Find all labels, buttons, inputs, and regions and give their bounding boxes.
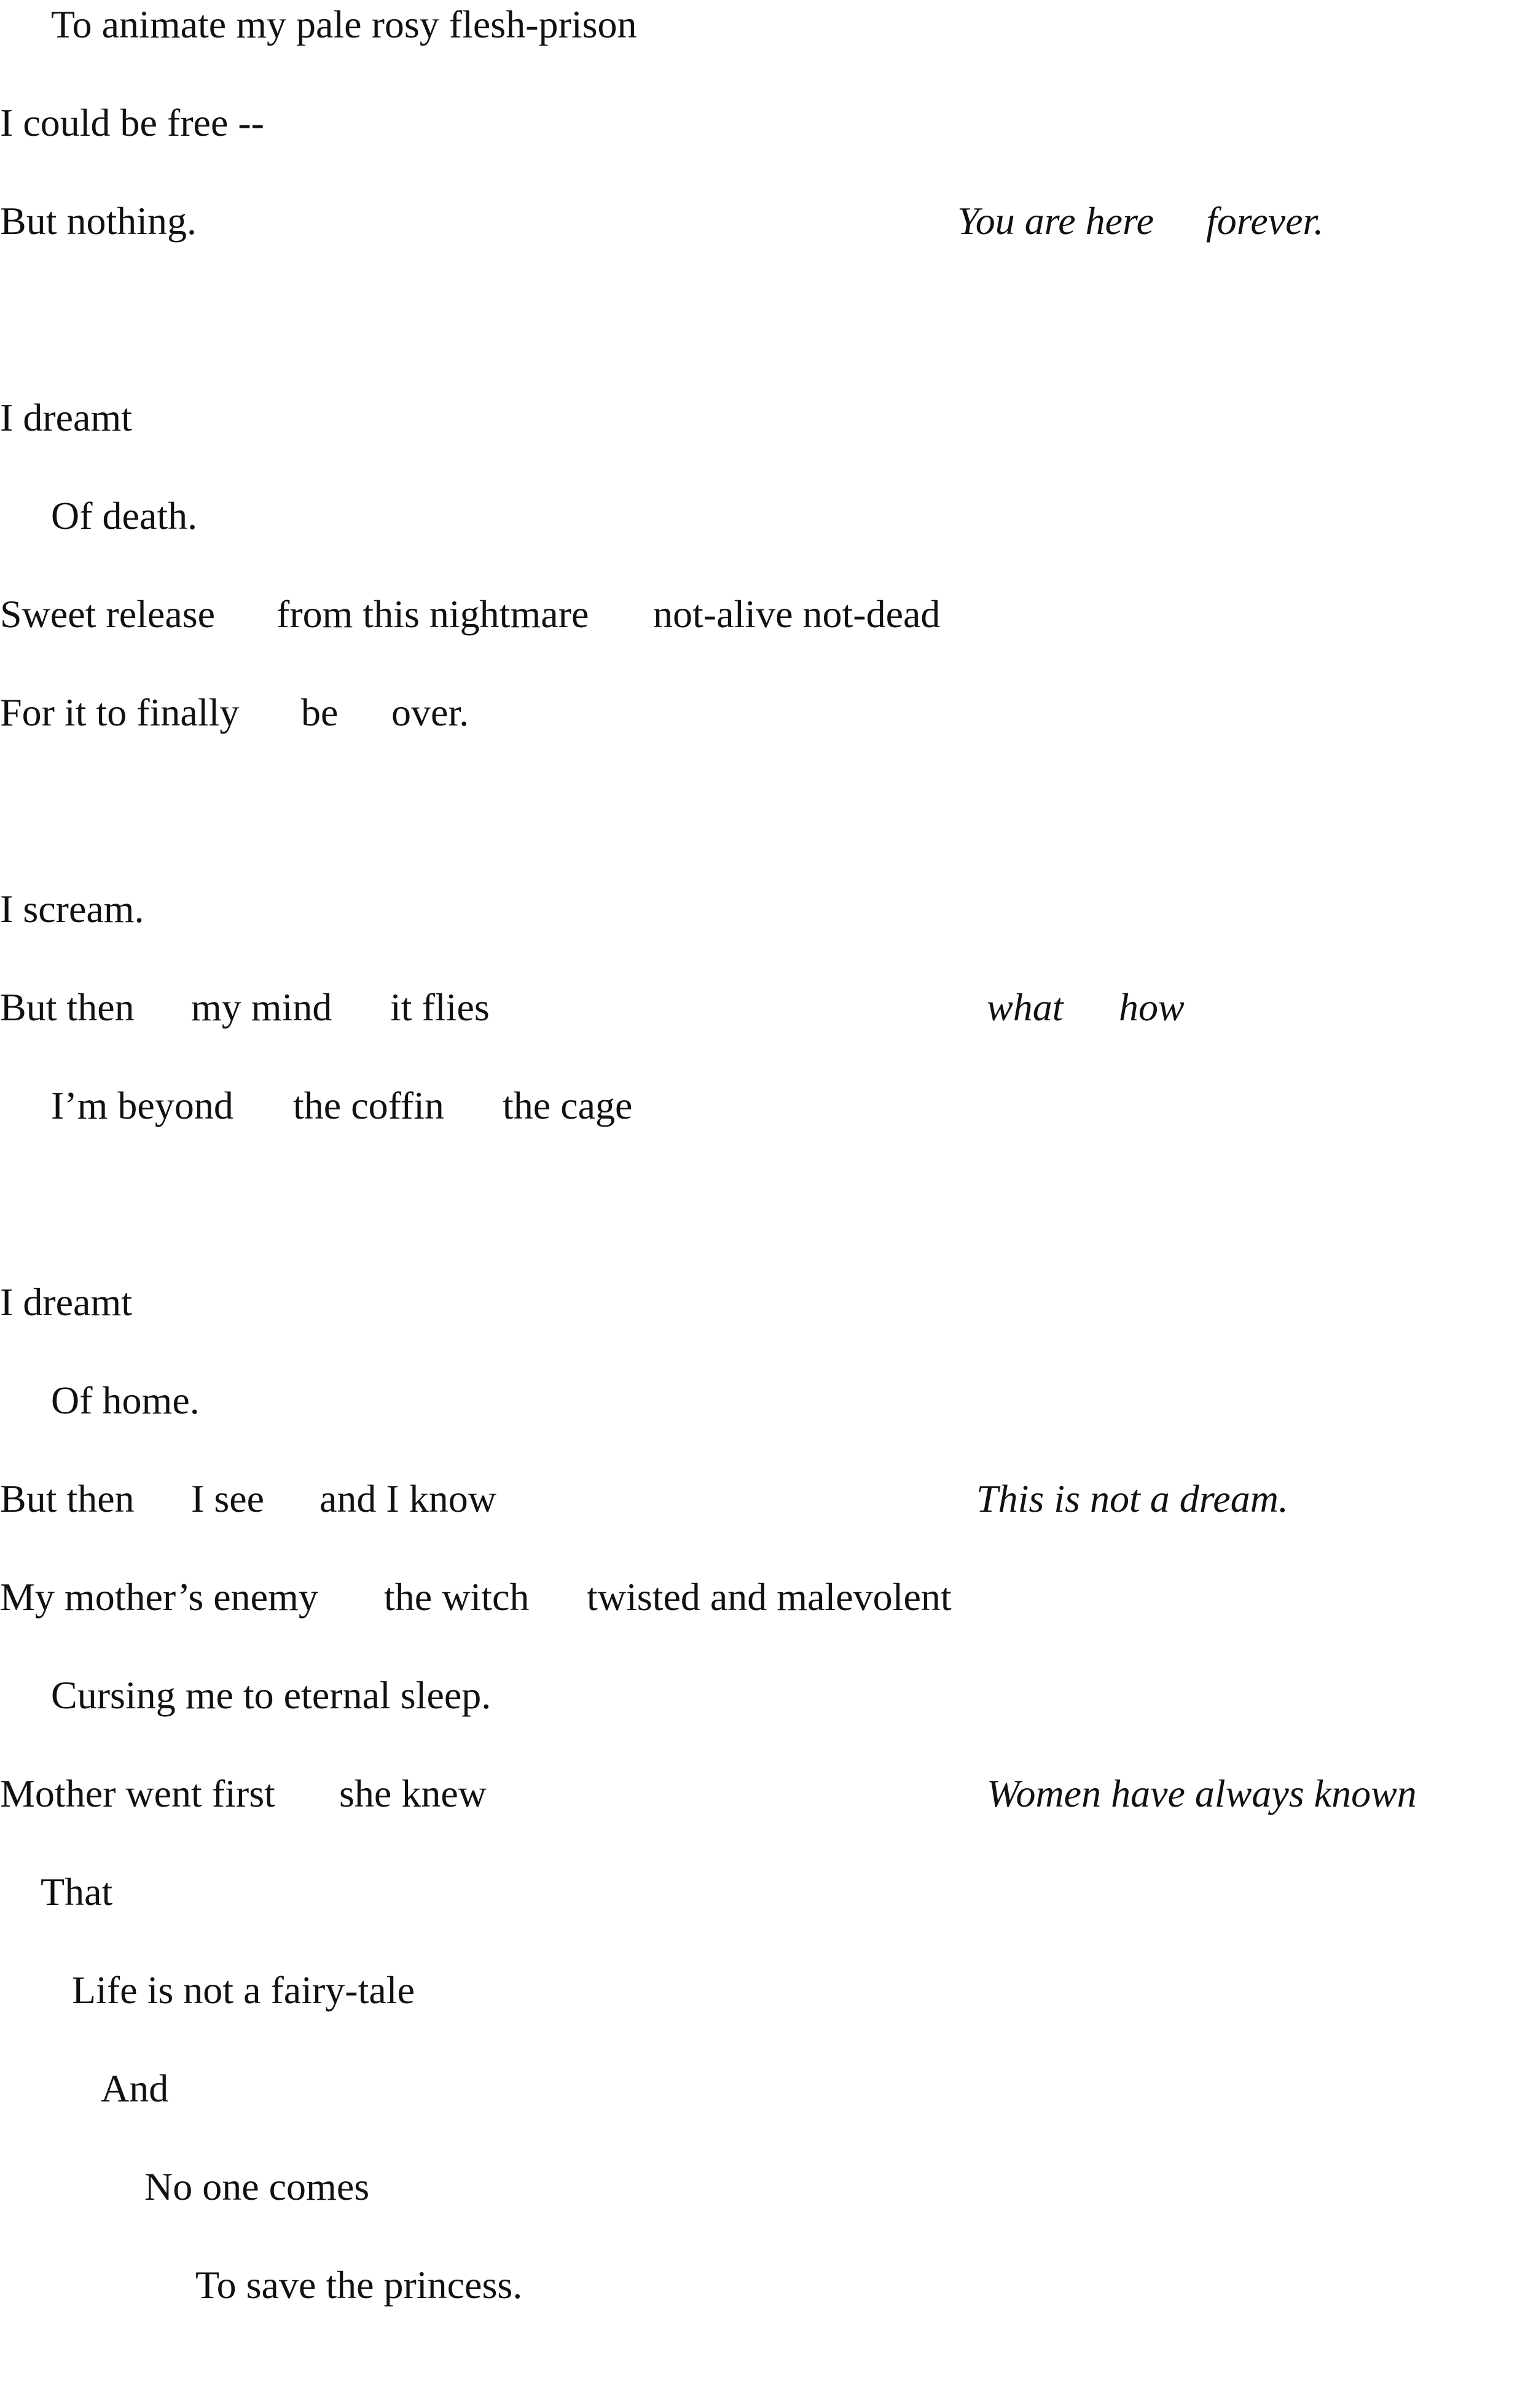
- poem-line: [0, 0, 1536, 49]
- poem-text: Life is not a fairy-tale: [72, 1968, 415, 2012]
- poem-line: [0, 1278, 1536, 1327]
- poem-text: it flies: [390, 985, 490, 1029]
- poem-italic-text: how: [1119, 985, 1185, 1029]
- poem-text: from this nightmare: [276, 592, 589, 636]
- poem-text: And: [101, 2066, 169, 2110]
- poem-italic-text: You are here: [957, 199, 1154, 243]
- poem-text: But then: [0, 985, 135, 1029]
- poem-text: Of death.: [51, 494, 198, 538]
- poem-line: [0, 1966, 1536, 2015]
- poem-text: Sweet release: [0, 592, 216, 636]
- poem-italic-text: This is not a dream.: [976, 1477, 1288, 1520]
- poem-line: [0, 197, 1536, 246]
- poem-line: [0, 1474, 1536, 1523]
- poem-line: [0, 393, 1536, 442]
- poem-line: [0, 2064, 1536, 2113]
- poem-line: [0, 2261, 1536, 2310]
- poem-text: To save the princess.: [195, 2263, 523, 2307]
- poem-text: over.: [391, 690, 469, 734]
- poem-text: That: [41, 1870, 113, 1914]
- poem-italic-text: what: [987, 985, 1064, 1029]
- poem-text: I’m beyond: [51, 1084, 233, 1127]
- poem-text: be: [301, 690, 339, 734]
- poem-line: [0, 1769, 1536, 1818]
- poem-text: Of home.: [51, 1378, 200, 1422]
- poem-text: she knew: [339, 1772, 487, 1815]
- poem-text: Mother went first: [0, 1772, 275, 1815]
- poem-text: the coffin: [293, 1084, 444, 1127]
- poem-text: But nothing.: [0, 199, 197, 243]
- poem-text: twisted and malevolent: [587, 1575, 952, 1619]
- poem-text: I see: [191, 1477, 265, 1520]
- poem-italic-text: Women have always known: [987, 1772, 1417, 1815]
- poem-text: But then: [0, 1477, 135, 1520]
- poem-text: No one comes: [144, 2165, 370, 2208]
- poem-text: I could be free --: [0, 101, 264, 144]
- poem-line: [0, 2162, 1536, 2211]
- poem-line: [0, 885, 1536, 934]
- poem-line: [0, 491, 1536, 541]
- poem-line: [0, 1671, 1536, 1720]
- poem-line: [0, 1376, 1536, 1425]
- poem-line: [0, 688, 1536, 737]
- poem-text: For it to finally: [0, 690, 240, 734]
- poem-text: Cursing me to eternal sleep.: [51, 1673, 492, 1717]
- poem-text: I scream.: [0, 887, 144, 931]
- poem-text: My mother’s enemy: [0, 1575, 318, 1619]
- poem-italic-text: forever.: [1206, 199, 1324, 243]
- poem-line: [0, 1867, 1536, 1917]
- poem-text: and I know: [319, 1477, 496, 1520]
- poem-text: I dreamt: [0, 396, 132, 439]
- poem-line: [0, 590, 1536, 639]
- poem-line: [0, 98, 1536, 147]
- poem-text: my mind: [191, 985, 332, 1029]
- poem-text: To animate my pale rosy flesh-prison: [51, 2, 637, 46]
- poem-text: not-alive not-dead: [653, 592, 941, 636]
- poem-text: I dreamt: [0, 1280, 132, 1324]
- poem-text: the cage: [503, 1084, 633, 1127]
- poem-line: [0, 1081, 1536, 1130]
- poem-line: [0, 983, 1536, 1032]
- poem-line: [0, 1573, 1536, 1622]
- poem-text: the witch: [384, 1575, 530, 1619]
